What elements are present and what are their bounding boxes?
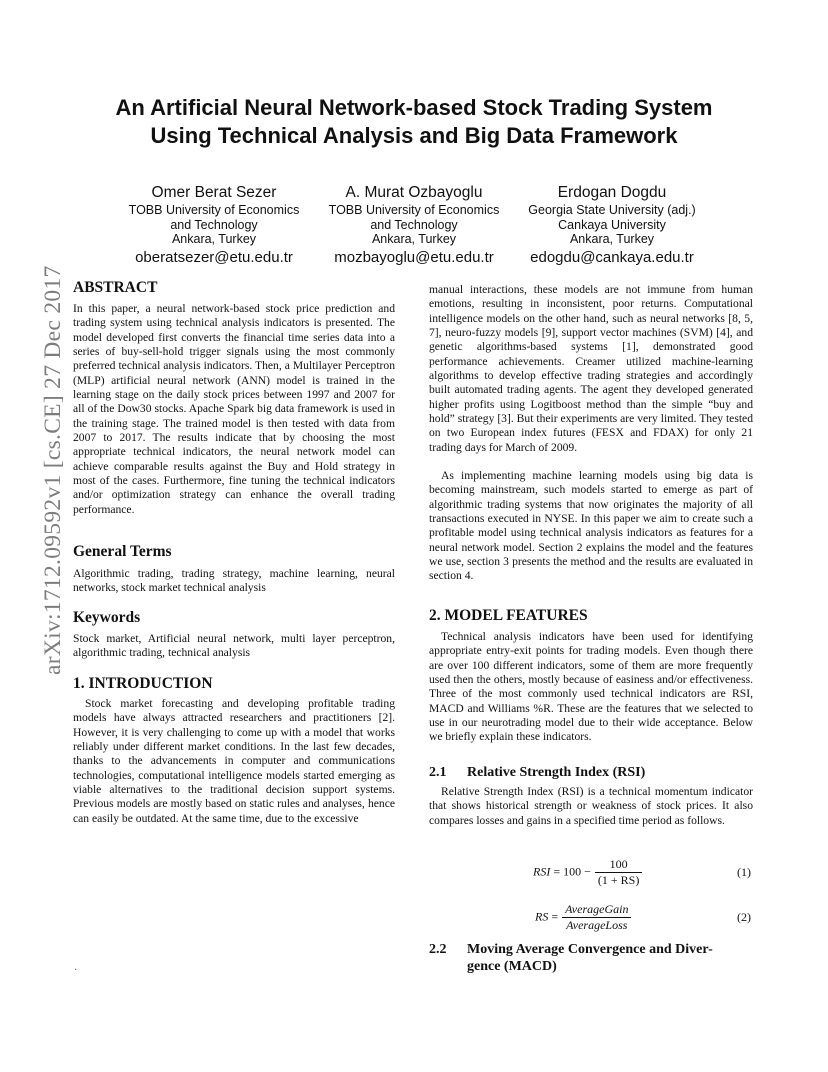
introduction-heading: 1. INTRODUCTION bbox=[73, 675, 213, 692]
rsi-subsection-title: Relative Strength Index (RSI) bbox=[467, 765, 646, 780]
equation-lhs: RSI bbox=[533, 864, 551, 879]
paper-title-line-2: Using Technical Analysis and Big Data Framework bbox=[150, 123, 678, 148]
rsi-subsection-heading bbox=[429, 765, 645, 781]
equation-fraction bbox=[562, 902, 631, 933]
fraction-numerator: 100 bbox=[595, 857, 642, 873]
equation-operator: = bbox=[551, 909, 559, 924]
keywords-text: Stock market, Artificial neural network, multi layer perceptron, algorithmic trading, technical analysis bbox=[73, 632, 395, 660]
rsi-paragraph: Relative Strength Index (RSI) is a technical momentum indicator that shows historical strength or weakness of stock prices. It also compares losses and gains in a specified time period as follows. bbox=[429, 785, 753, 827]
abstract-text: In this paper, a neural network-based stock price prediction and trading system using technical analysis indicators is presented. The model developed first converts the financial time series data into a series of buy-sell-hold trigger signals using the most commonly preferred technical analysis indicators. Then, a Multilayer Perceptron (MLP) artificial neural network (ANN) model is trained in the learning stage on the daily stock prices between 1997 and 2007 for all of the Dow30 stocks. Apache Spark big data framework is used in the training stage. The trained model is then tested with data from 2007 to 2017. The results indicate that by choosing the most appropriate technical indicators, the neural network model can achieve comparable results against the Buy and Hold strategy in most of the cases. Furthermore, fine tuning the technical indicators and/or optimization strategy can enhance the overall trading performance. bbox=[73, 302, 395, 516]
introduction-paragraph-1: Stock market forecasting and developing profitable trading models have always attracted researchers and practitioners [2]. However, it is very challenging to come up with a model that works reliably under different market conditions. In the last few decades, thanks to the advancements in computer and communications technologies, computational intelligence models started emerging as viable alternatives to the traditional decision support systems. Previous models are mostly based on static rules and analyses, hence can easily be outdated. At the same time, due to the excessive bbox=[73, 697, 395, 825]
arxiv-identifier-stamp: arXiv:1712.09592v1 [cs.CE] 27 Dec 2017 bbox=[40, 265, 66, 675]
general-terms-heading: General Terms bbox=[73, 543, 172, 560]
equation-rsi bbox=[533, 857, 643, 888]
author-email[interactable]: mozbayoglu@etu.edu.tr bbox=[334, 248, 494, 266]
author-block-2 bbox=[316, 183, 512, 268]
introduction-paragraph-2: As implementing machine learning models using big data is becoming mainstream, such models started to emerge as part of algorithmic trading systems that now originates the majority of all transactions executed in NYSE. In this paper we aim to create such a profitable model using technical analysis indicators as features for a neural network model. Section 2 explains the model and the features we use, section 3 presents the method and the results are evaluated in section 4. bbox=[429, 469, 753, 583]
introduction-paragraph-1-continued: manual interactions, these models are not immune from human emotions, resulting in inconsistent, poor returns. Computational intelligence models on the other hand, such as neural networks [8, 5, 7], neuro-fuzzy models [9], support vector machines (SVM) [4], and genetic algorithms-based systems [1], demonstrated good performance achievements. Creamer utilized machine-learning algorithms to develop effective trading strategies and accordingly built automated trading agents. The agent they developed generated higher profits using Logitboost method than the simple “buy and hold” strategy [3]. But their experiments are very limited. They tested on two European index futures (FESX and FDAX) for only 21 trading days for March of 2009. bbox=[429, 283, 753, 454]
macd-subsection-title-line-2: gence (MACD) bbox=[467, 959, 557, 974]
equation-operator: = 100 − bbox=[553, 864, 591, 879]
author-location: Ankara, Turkey bbox=[569, 232, 655, 246]
equation-rs bbox=[535, 902, 632, 933]
abstract-heading: ABSTRACT bbox=[73, 279, 158, 296]
author-email[interactable]: edogdu@cankaya.edu.tr bbox=[530, 248, 694, 266]
author-location: Ankara, Turkey bbox=[171, 232, 257, 246]
keywords-heading: Keywords bbox=[73, 609, 141, 626]
author-affiliation: Georgia State University (adj.) bbox=[528, 203, 696, 217]
author-affiliation-cont: and Technology bbox=[170, 217, 258, 232]
fraction-numerator: AverageGain bbox=[562, 902, 631, 918]
author-block-1 bbox=[116, 183, 312, 268]
author-affiliation: TOBB University of Economics bbox=[128, 203, 300, 217]
author-affiliation-cont: Cankaya University bbox=[558, 217, 666, 232]
author-email[interactable]: oberatsezer@etu.edu.tr bbox=[135, 248, 293, 266]
footer-mark: . bbox=[74, 962, 78, 973]
macd-subsection-title-line-1: Moving Average Convergence and Diver- bbox=[467, 942, 713, 957]
author-affiliation-cont: and Technology bbox=[370, 217, 458, 232]
author-name: Omer Berat Sezer bbox=[151, 184, 277, 201]
fraction-denominator: AverageLoss bbox=[566, 918, 628, 932]
fraction-denominator: (1 + RS) bbox=[597, 873, 640, 887]
author-location: Ankara, Turkey bbox=[371, 232, 457, 246]
author-name: Erdogan Dogdu bbox=[557, 184, 667, 201]
macd-subsection-heading bbox=[429, 941, 713, 975]
paper-title bbox=[70, 94, 758, 150]
equation-fraction bbox=[595, 857, 642, 888]
equation-number-1: (1) bbox=[737, 865, 751, 879]
equation-lhs: RS bbox=[535, 909, 549, 924]
general-terms-text: Algorithmic trading, trading strategy, machine learning, neural networks, stock market technical analysis bbox=[73, 567, 395, 595]
rsi-subsection-number: 2.1 bbox=[429, 765, 447, 780]
author-affiliation: TOBB University of Economics bbox=[328, 203, 500, 217]
author-name: A. Murat Ozbayoglu bbox=[345, 184, 483, 201]
equation-number-2: (2) bbox=[737, 910, 751, 924]
author-block-3 bbox=[514, 183, 710, 268]
model-features-heading: 2. MODEL FEATURES bbox=[429, 607, 588, 624]
model-features-paragraph: Technical analysis indicators have been used for identifying appropriate entry-exit points for trading models. Even though there are over 100 different indicators, some of them are more frequently used then the others, mostly because of easiness and/or effectiveness. Three of the most commonly used technical indicators are RSI, MACD and Williams %R. These are the features that we selected to use in our neurotrading model due to their wide acceptance. Below we briefly explain these indicators. bbox=[429, 630, 753, 744]
macd-subsection-number: 2.2 bbox=[429, 942, 447, 957]
paper-title-line-1: An Artificial Neural Network-based Stock Trading System bbox=[115, 95, 713, 120]
